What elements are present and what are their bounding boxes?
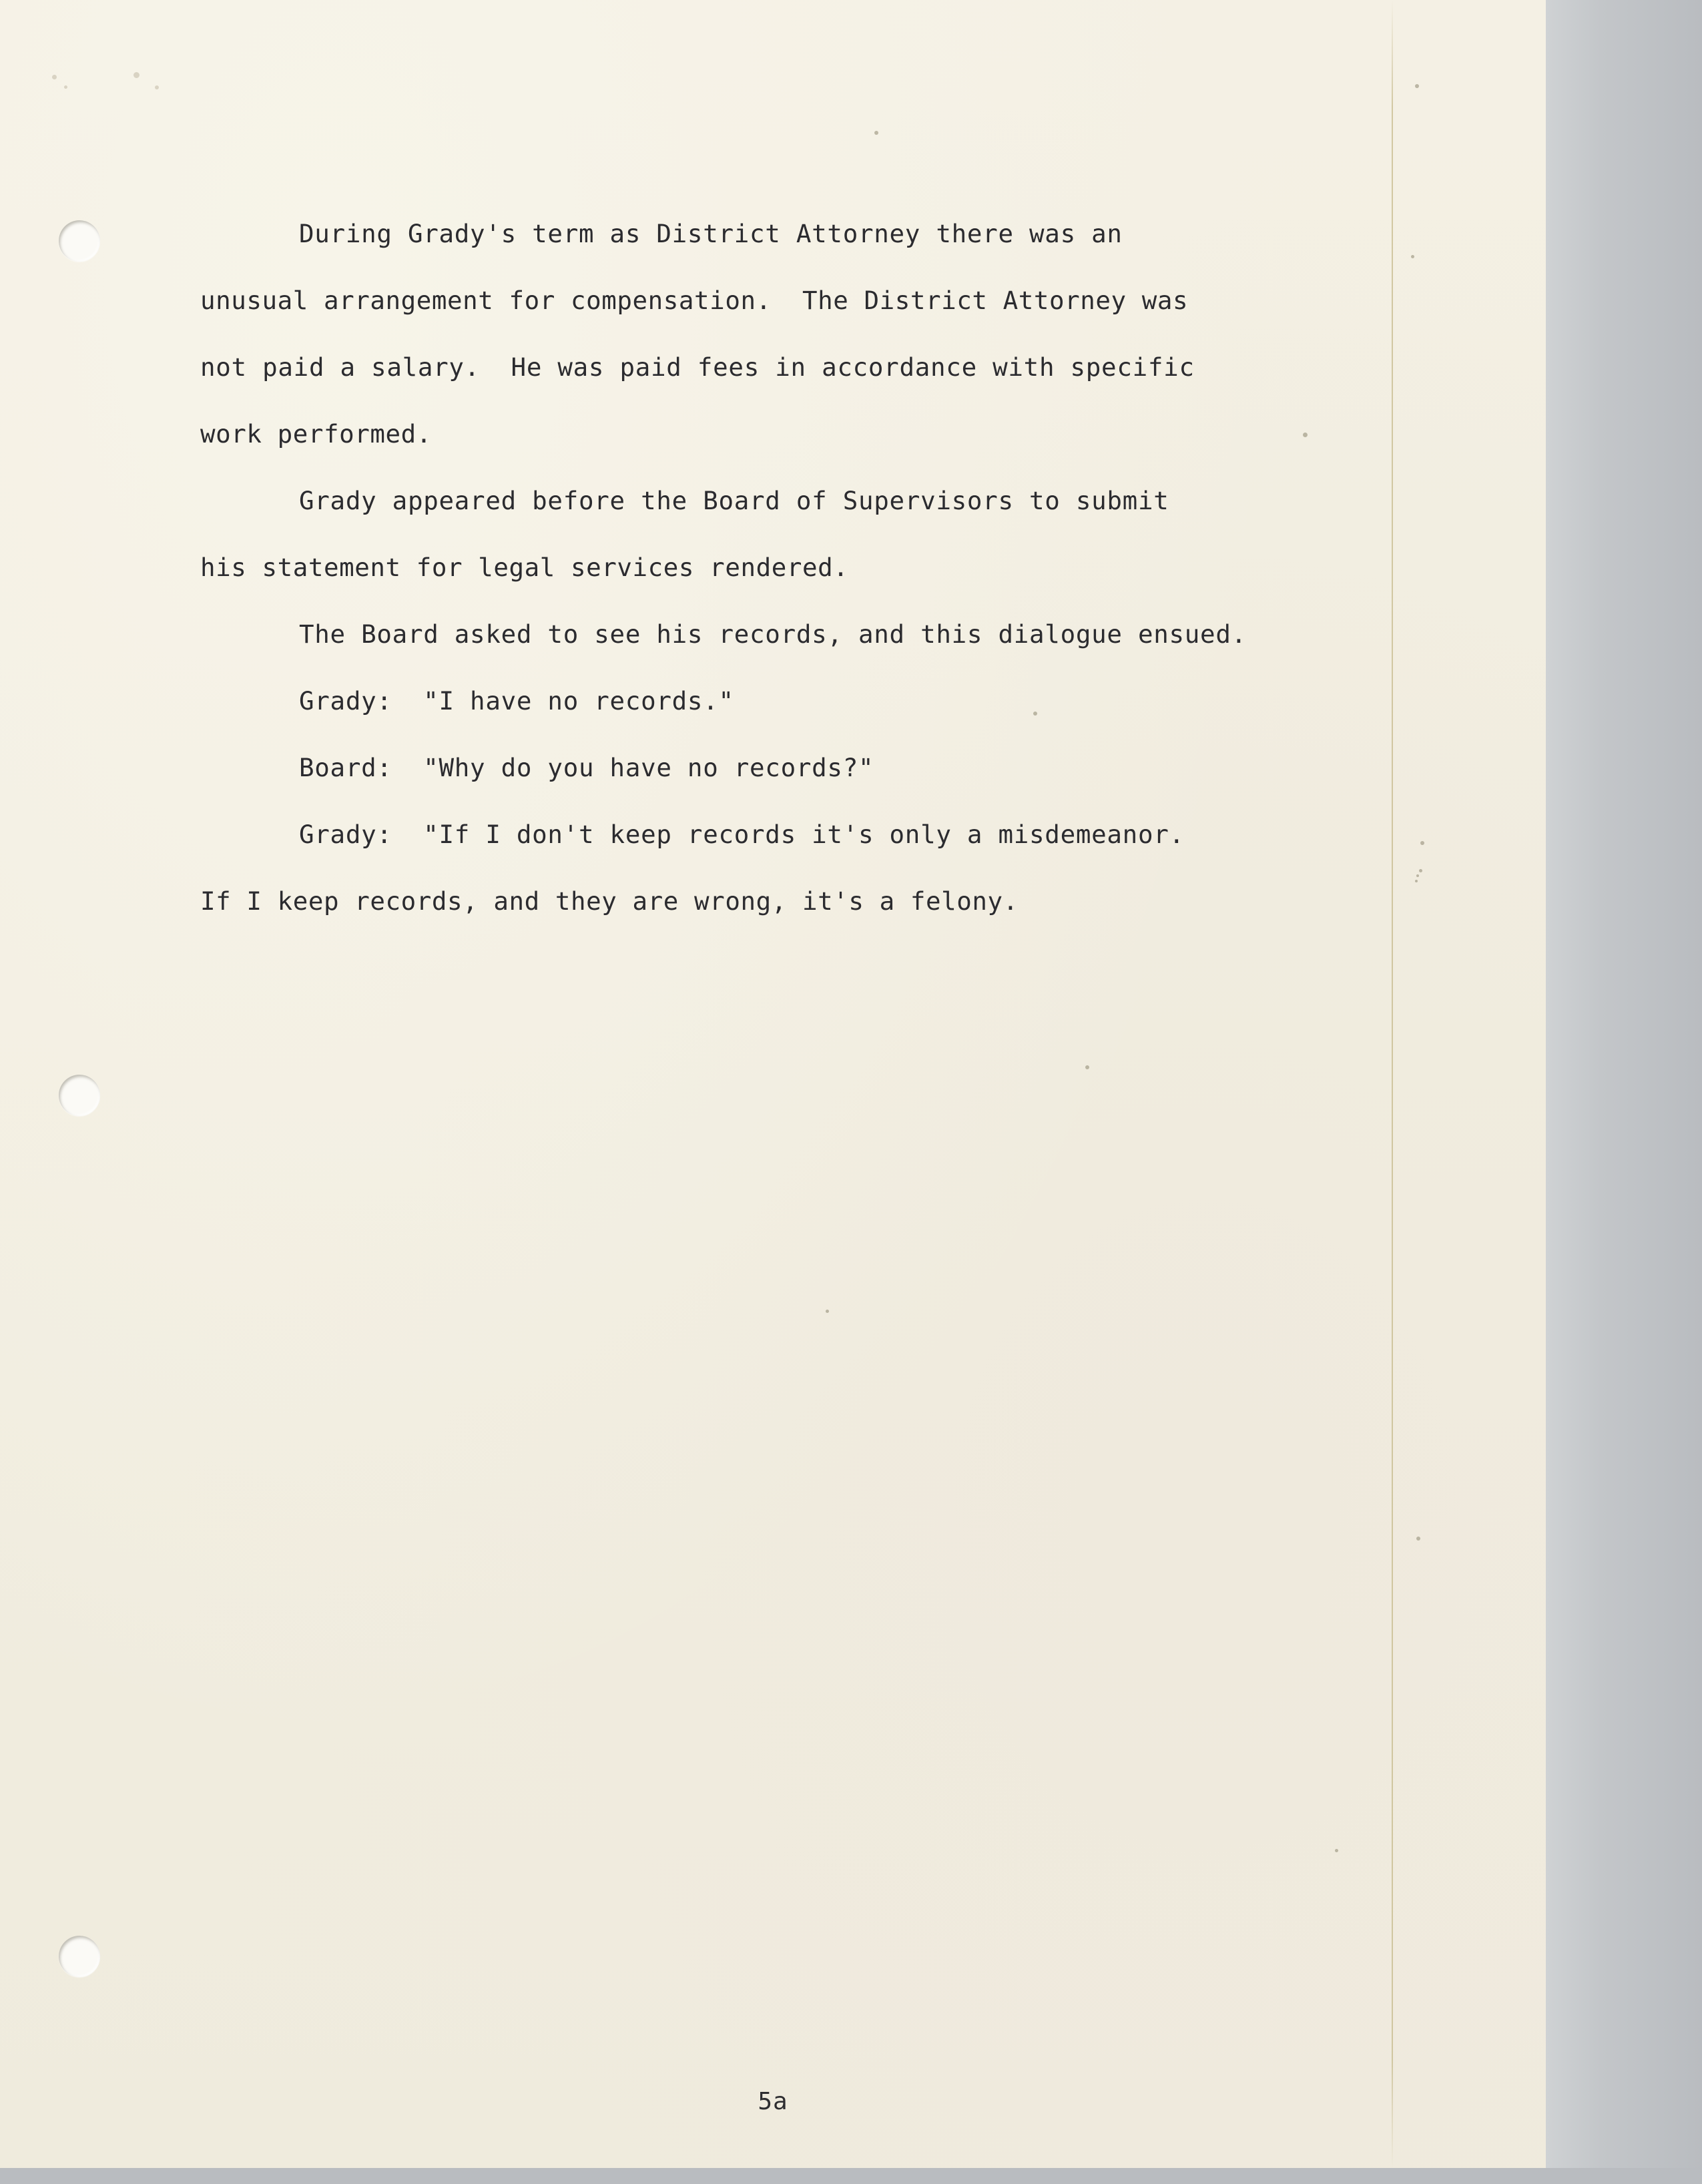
text-line (200, 667, 1528, 734)
punch-hole (59, 1936, 100, 1977)
scan-dust (1415, 84, 1419, 88)
text-line (200, 267, 1528, 334)
text-line (200, 868, 1528, 934)
paragraph-compensation (200, 200, 1528, 467)
punch-hole (59, 1075, 100, 1116)
document-body (200, 200, 1528, 934)
text-line (200, 400, 1528, 467)
paper-speck (64, 85, 67, 89)
text-run: Grady: "I have no records." (299, 686, 734, 716)
page-bottom-edge (0, 2168, 1702, 2184)
punch-hole (59, 220, 100, 262)
margin-rule (1392, 0, 1393, 2168)
dialogue-board-1 (200, 734, 1528, 801)
text-line (200, 801, 1528, 868)
scan-dust (1085, 1065, 1089, 1069)
paragraph-dialogue-intro (200, 601, 1528, 667)
text-line (200, 334, 1528, 400)
paper-edge (1546, 0, 1702, 2168)
text-run: Grady: "If I don't keep records it's only a misdemeanor. (299, 820, 1185, 849)
dialogue-grady-2 (200, 801, 1528, 934)
scan-dust (874, 131, 878, 135)
paragraph-board-appearance (200, 467, 1528, 601)
scan-dust (1335, 1849, 1338, 1852)
paper-speck (52, 75, 57, 79)
text-run: work performed. (200, 419, 432, 449)
text-line (200, 200, 1528, 267)
text-run: his statement for legal services rendered. (200, 553, 849, 582)
text-line (200, 601, 1528, 667)
text-run: Board: "Why do you have no records?" (299, 753, 874, 782)
text-run: unusual arrangement for compensation. The District Attorney was (200, 286, 1189, 315)
text-line (200, 734, 1528, 801)
text-line (200, 467, 1528, 534)
text-run: The Board asked to see his records, and this dialogue ensued. (299, 619, 1247, 649)
text-run: Grady appeared before the Board of Supervisors to submit (299, 486, 1169, 515)
paper-speck (133, 72, 139, 78)
text-run: If I keep records, and they are wrong, it's a felony. (200, 886, 1019, 916)
dialogue-grady-1 (200, 667, 1528, 734)
text-line (200, 534, 1528, 601)
paper-speck (155, 85, 159, 89)
scan-dust (1416, 1537, 1420, 1541)
scan-dust (826, 1310, 829, 1313)
text-run: During Grady's term as District Attorney there was an (299, 219, 1123, 248)
page-number: 5a (758, 2088, 788, 2115)
text-run: not paid a salary. He was paid fees in accordance with specific (200, 352, 1195, 382)
